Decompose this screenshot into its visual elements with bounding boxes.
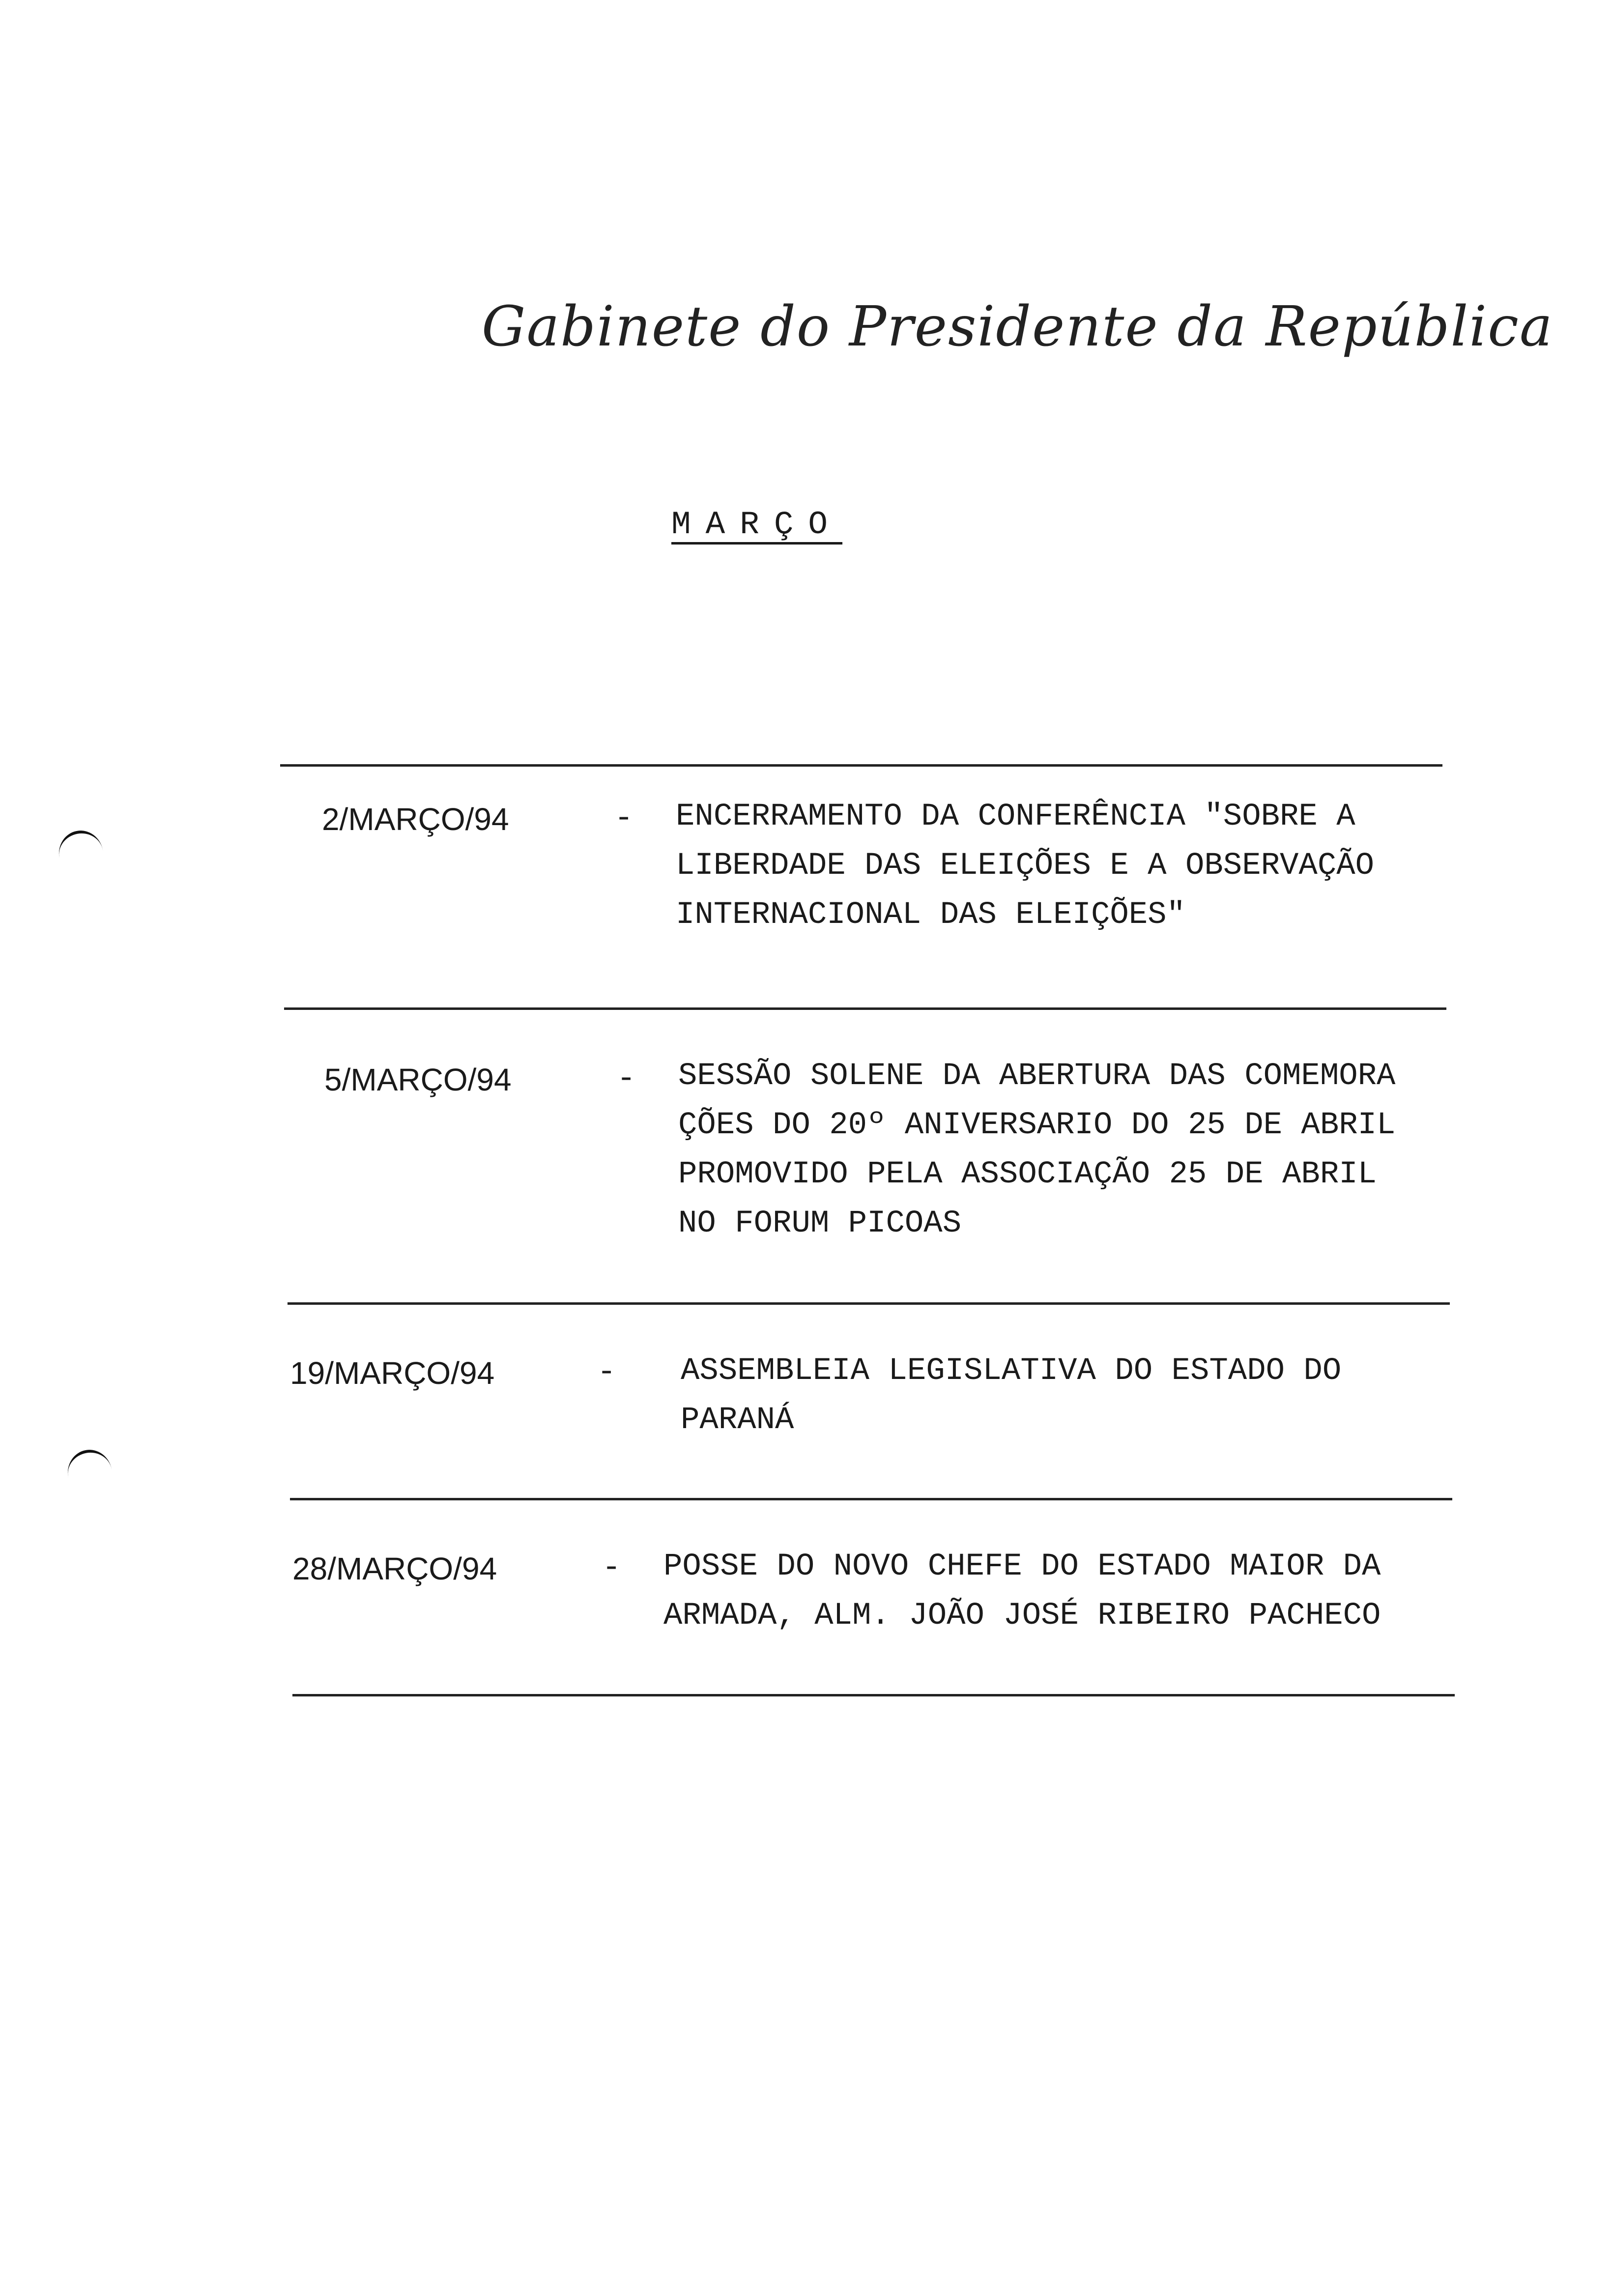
entry-description [678,1052,1415,1248]
entry-line: ARMADA, ALM. JOÃO JOSÉ RIBEIRO PACHECO [663,1598,1381,1634]
entry-date: 2/MARÇO/94 [322,802,509,837]
punch-hole-mark [64,1446,115,1500]
entry-date: 5/MARÇO/94 [324,1062,512,1097]
entry-date: 19/MARÇO/94 [290,1355,495,1391]
entry-dash: - [602,1550,621,1586]
entry-dash: - [597,1355,616,1390]
letterhead: Gabinete do Presidente da República [482,295,1554,359]
entry-line: LIBERDADE DAS ELEIÇÕES E A OBSERVAÇÃO [676,848,1375,884]
entry-description [663,1542,1401,1640]
divider [292,1694,1455,1696]
entry-line: ÇÕES DO 20º ANIVERSARIO DO 25 DE ABRIL [678,1108,1396,1143]
entry-line: NO FORUM PICOAS [678,1206,962,1241]
entry-date: 28/MARÇO/94 [292,1551,497,1586]
divider [288,1302,1450,1305]
entry-line: ASSEMBLEIA LEGISLATIVA DO ESTADO DO [681,1353,1342,1389]
entry-dash: - [614,801,633,836]
entry-line: PROMOVIDO PELA ASSOCIAÇÃO 25 DE ABRIL [678,1157,1377,1192]
divider [290,1498,1452,1500]
entry-description [681,1347,1418,1445]
punch-hole-mark [55,827,107,881]
month-title: MARÇO [671,506,843,543]
entry-dash: - [617,1062,636,1097]
entry-line: ENCERRAMENTO DA CONFERÊNCIA "SOBRE A [676,799,1355,834]
entry-line: PARANÁ [681,1403,794,1438]
entry-line: INTERNACIONAL DAS ELEIÇÕES" [676,897,1185,933]
entry-line: SESSÃO SOLENE DA ABERTURA DAS COMEMORA [678,1059,1396,1094]
divider [280,764,1442,767]
entry-description [676,792,1413,940]
entry-line: POSSE DO NOVO CHEFE DO ESTADO MAIOR DA [663,1549,1381,1584]
divider [284,1007,1446,1010]
